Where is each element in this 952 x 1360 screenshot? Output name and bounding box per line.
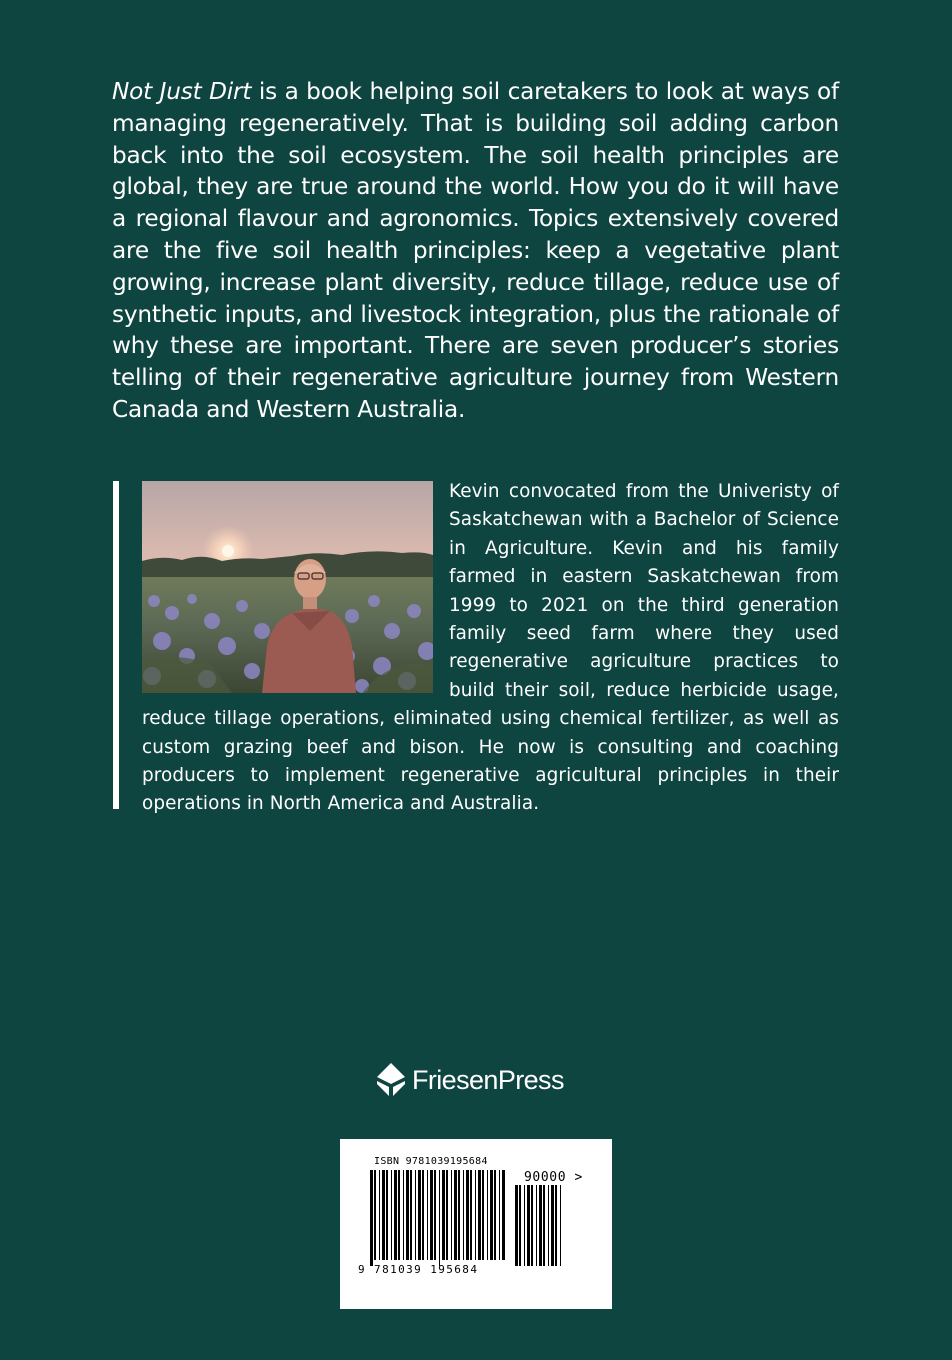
barcode-bar xyxy=(502,1170,505,1260)
price-addon-barcode xyxy=(515,1185,563,1266)
isbn-label: ISBN 9781039195684 xyxy=(374,1156,488,1167)
barcode-bar xyxy=(406,1170,409,1260)
author-bio xyxy=(142,478,839,819)
barcode-bar xyxy=(415,1170,416,1260)
barcode-bar xyxy=(531,1185,533,1266)
barcode-bar xyxy=(398,1170,400,1260)
barcode-bar xyxy=(536,1185,537,1266)
barcode-bar xyxy=(430,1170,433,1260)
book-title: Not Just Dirt xyxy=(112,78,252,105)
barcode-bar xyxy=(370,1170,373,1266)
barcode-bar xyxy=(555,1185,557,1266)
barcode-bar xyxy=(519,1185,521,1266)
publisher-logo xyxy=(376,1062,564,1098)
barcode-bar xyxy=(394,1170,397,1260)
bio-accent-bar xyxy=(113,481,119,809)
barcode-panel xyxy=(340,1139,612,1309)
barcode-bar xyxy=(427,1170,428,1260)
diamond-logo-icon xyxy=(376,1062,406,1098)
barcode-bar xyxy=(524,1185,525,1266)
barcode-bar xyxy=(434,1170,436,1260)
barcode-bar xyxy=(527,1185,530,1266)
barcode-bar xyxy=(466,1170,469,1260)
barcode-bar xyxy=(515,1185,518,1266)
barcode-bar xyxy=(560,1185,561,1266)
barcode-bar xyxy=(470,1170,472,1260)
isbn-digits: 9 781039 195684 xyxy=(358,1263,479,1276)
barcode-bar xyxy=(410,1170,412,1260)
barcode-bar xyxy=(499,1170,500,1260)
barcode-bar xyxy=(475,1170,476,1260)
barcode-bar xyxy=(543,1185,545,1266)
barcode-bar xyxy=(374,1170,376,1260)
price-code: 90000 > xyxy=(524,1170,583,1185)
barcode-bar xyxy=(482,1170,484,1260)
isbn-barcode xyxy=(370,1170,508,1266)
bio-text: Kevin convocated from the Univeristy of Saskatchewan with a Bachelor of Science in Agriculture. Kevin and his family farmed in eastern Saskatchewan from 1999 to 2021 on the third generation family seed farm where they used regenerative agriculture practices to build their soil, reduce herbicide usage, reduce tillage operations, eliminated using chemical fertilizer, as well as custom grazing beef and bison. He now is consulting and coaching producers to implement regenerative agricultural principles in their operations in North America and Australia. xyxy=(142,481,839,815)
barcode-bar xyxy=(454,1170,457,1260)
barcode-bar xyxy=(551,1185,554,1266)
barcode-bar xyxy=(451,1170,452,1260)
barcode-bar xyxy=(490,1170,493,1260)
barcode-bar xyxy=(439,1170,440,1266)
barcode-bar xyxy=(391,1170,392,1260)
publisher-name: FriesenPress xyxy=(412,1064,564,1095)
barcode-bar xyxy=(478,1170,481,1260)
barcode-bar xyxy=(463,1170,464,1260)
author-photo xyxy=(142,481,433,693)
blurb-text: is a book helping soil caretakers to look at ways of managing regeneratively. That is building soil adding carbon back into the soil ecosystem. The soil health principles are global, they are true around the world. How you do it will have a regional flavour and agronomics. Topics extensively covered are the five soil health principles: keep a vegetative plant growing, increase plant diversity, reduce tillage, reduce use of synthetic inputs, and livestock integration, plus the rationale of why these are important. There are seven producer’s stories telling of their regenerative agriculture journey from Western Canada and Western Australia. xyxy=(112,78,839,423)
barcode-bar xyxy=(386,1170,388,1260)
barcode-bar xyxy=(458,1170,460,1260)
barcode-bar xyxy=(422,1170,424,1260)
barcode-bar xyxy=(418,1170,421,1260)
barcode-bar xyxy=(382,1170,385,1260)
barcode-bar xyxy=(548,1185,549,1266)
barcode-bar xyxy=(494,1170,496,1260)
barcode-bar xyxy=(403,1170,404,1260)
barcode-bar xyxy=(446,1170,448,1260)
barcode-bar xyxy=(487,1170,488,1260)
barcode-bar xyxy=(379,1170,380,1260)
book-blurb xyxy=(112,76,839,426)
barcode-bar xyxy=(442,1170,445,1260)
barcode-bar xyxy=(539,1185,542,1266)
